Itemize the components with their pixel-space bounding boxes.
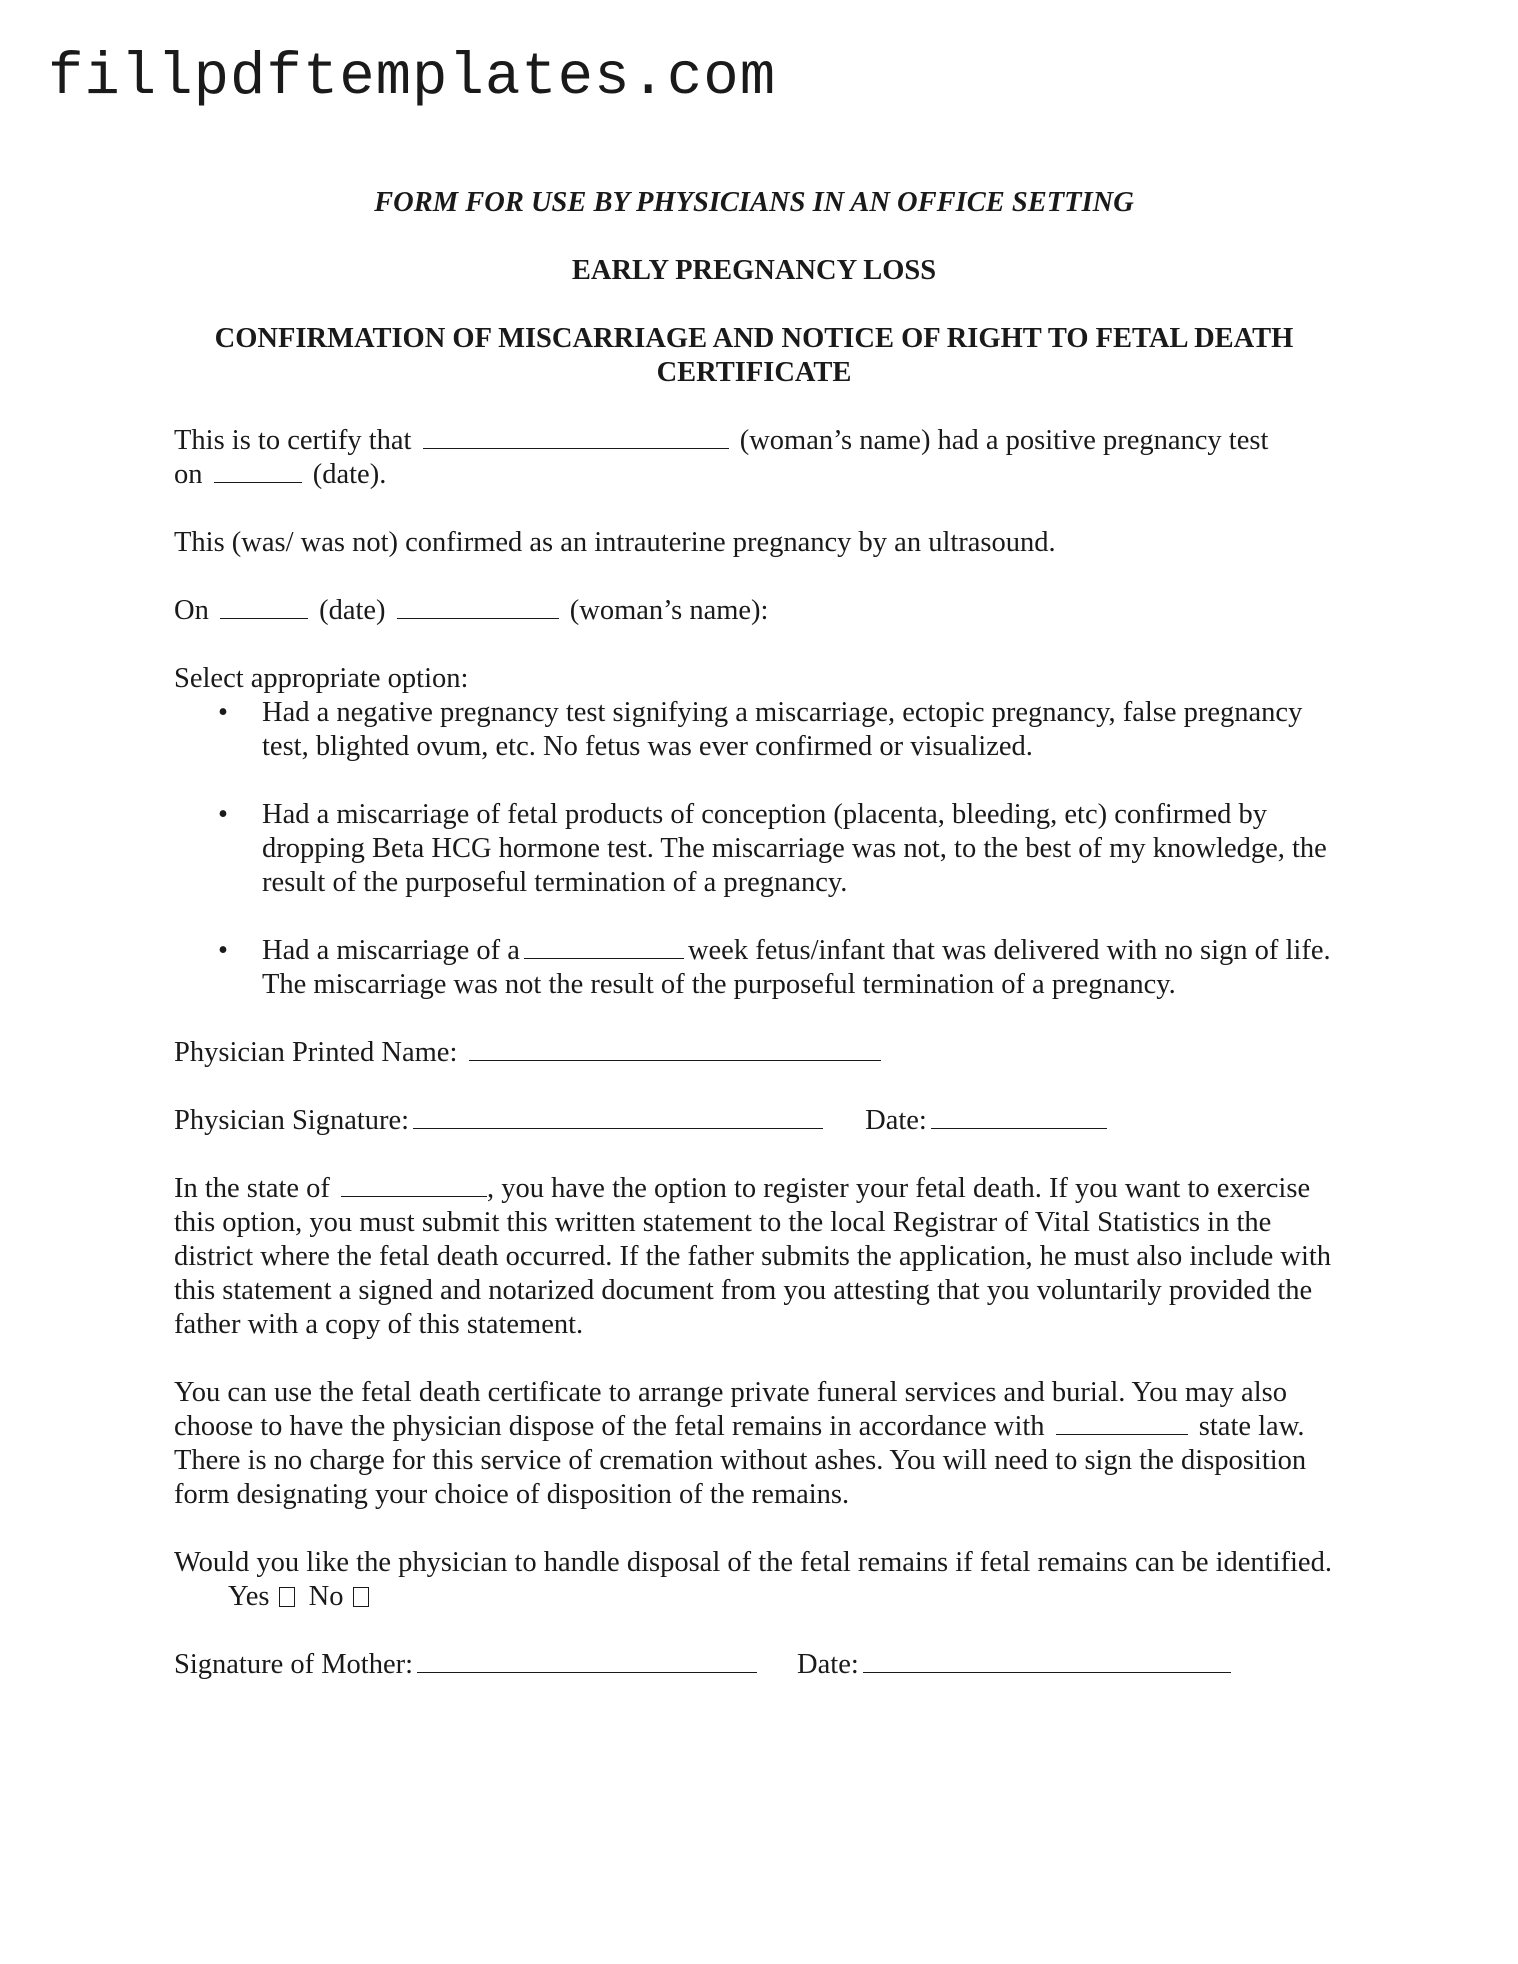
funeral-paragraph <box>174 1376 1334 1512</box>
option-week-fetus[interactable] <box>174 934 1334 1002</box>
state-notice-paragraph <box>174 1172 1334 1342</box>
bullet-icon: • <box>218 697 228 728</box>
form-page <box>174 186 1334 1716</box>
bullet-icon: • <box>218 935 228 966</box>
form-title-line1: CONFIRMATION OF MISCARRIAGE AND NOTICE OF RIGHT TO FETAL DEATH <box>214 323 1294 354</box>
mother-signature-line <box>174 1648 1334 1682</box>
certify-on: on <box>174 459 203 490</box>
physician-printed-name-blank[interactable] <box>469 1036 881 1061</box>
option-text-prefix: Had a miscarriage of a <box>262 935 520 966</box>
mother-date-label: Date: <box>797 1649 859 1680</box>
form-title-line2: CERTIFICATE <box>656 357 852 388</box>
physician-date-blank[interactable] <box>931 1104 1107 1129</box>
loss-date-label: (date) <box>319 595 386 626</box>
on-date-line <box>174 594 1334 628</box>
woman-name-label-2: (woman’s name): <box>569 595 769 626</box>
no-checkbox[interactable] <box>353 1587 369 1607</box>
funeral-text-2: state law. There is no charge for this service of cremation without ashes. You will need to sign the disposition form designating your choice of disposition of the remains. <box>174 1411 1307 1510</box>
state-blank[interactable] <box>341 1172 487 1197</box>
test-date-label: (date). <box>312 459 387 490</box>
physician-printed-name-label: Physician Printed Name: <box>174 1037 458 1068</box>
physician-signature-label: Physician Signature: <box>174 1105 410 1136</box>
option-products-of-conception[interactable] <box>174 798 1334 900</box>
mother-signature-blank[interactable] <box>417 1648 757 1673</box>
mother-date-blank[interactable] <box>863 1648 1231 1673</box>
on-date-on: On <box>174 595 209 626</box>
option-text: Had a negative pregnancy test signifying a miscarriage, ectopic pregnancy, false pregnancy test, blighted ovum, etc. No fetus was ever confirmed or visualized. <box>262 697 1303 762</box>
option-negative-test[interactable] <box>174 696 1334 764</box>
physician-printed-name-line <box>174 1036 1334 1070</box>
form-title <box>174 322 1334 390</box>
physician-date-label: Date: <box>865 1105 927 1136</box>
woman-name-blank[interactable] <box>423 424 729 449</box>
disposal-question <box>174 1546 1334 1614</box>
bullet-icon: • <box>218 799 228 830</box>
state-notice-prefix: In the state of <box>174 1173 330 1204</box>
funeral-text-1: You can use the fetal death certificate to arrange private funeral services and burial. You may also choose to have the physician dispose of the fetal remains in accordance with <box>174 1377 1287 1442</box>
woman-name-blank-2[interactable] <box>397 594 559 619</box>
physician-signature-line <box>174 1104 1334 1138</box>
section-heading: EARLY PREGNANCY LOSS <box>571 255 937 286</box>
disposal-question-text: Would you like the physician to handle disposal of the fetal remains if fetal remains can be identified. <box>174 1547 1332 1578</box>
weeks-blank[interactable] <box>524 934 684 959</box>
watermark-text: fillpdftemplates.com <box>48 44 777 111</box>
yes-label: Yes <box>228 1581 270 1612</box>
woman-name-label: (woman’s name) had a positive pregnancy test <box>739 425 1269 456</box>
yes-checkbox[interactable] <box>279 1587 295 1607</box>
loss-date-blank[interactable] <box>220 594 308 619</box>
state-law-blank[interactable] <box>1056 1410 1188 1435</box>
certify-paragraph <box>174 424 1334 492</box>
state-notice-text: , you have the option to register your fetal death. If you want to exercise this option, you must submit this written statement to the local Registrar of Vital Statistics in the district where the fetal death occurred. If the father submits the application, he must also include with this statement a signed and notarized document from you attesting that you voluntarily provided the father with a copy of this statement. <box>174 1173 1332 1340</box>
form-use-heading: FORM FOR USE BY PHYSICIANS IN AN OFFICE SETTING <box>374 187 1134 218</box>
select-option-label: Select appropriate option: <box>174 663 469 694</box>
no-label: No <box>308 1581 344 1612</box>
test-date-blank[interactable] <box>214 458 302 483</box>
option-text-suffix: week fetus/infant that was delivered with no sign of life. The miscarriage was not the result of the purposeful termination of a pregnancy. <box>262 935 1331 1000</box>
options-list <box>174 696 1334 1002</box>
physician-signature-blank[interactable] <box>413 1104 823 1129</box>
certify-prefix: This is to certify that <box>174 425 412 456</box>
ultrasound-statement: This (was/ was not) confirmed as an intrauterine pregnancy by an ultrasound. <box>174 527 1056 558</box>
option-text: Had a miscarriage of fetal products of conception (placenta, bleeding, etc) confirmed by dropping Beta HCG hormone test. The miscarriage was not, to the best of my knowledge, the result of the purposeful termination of a pregnancy. <box>262 799 1327 898</box>
mother-signature-label: Signature of Mother: <box>174 1649 414 1680</box>
